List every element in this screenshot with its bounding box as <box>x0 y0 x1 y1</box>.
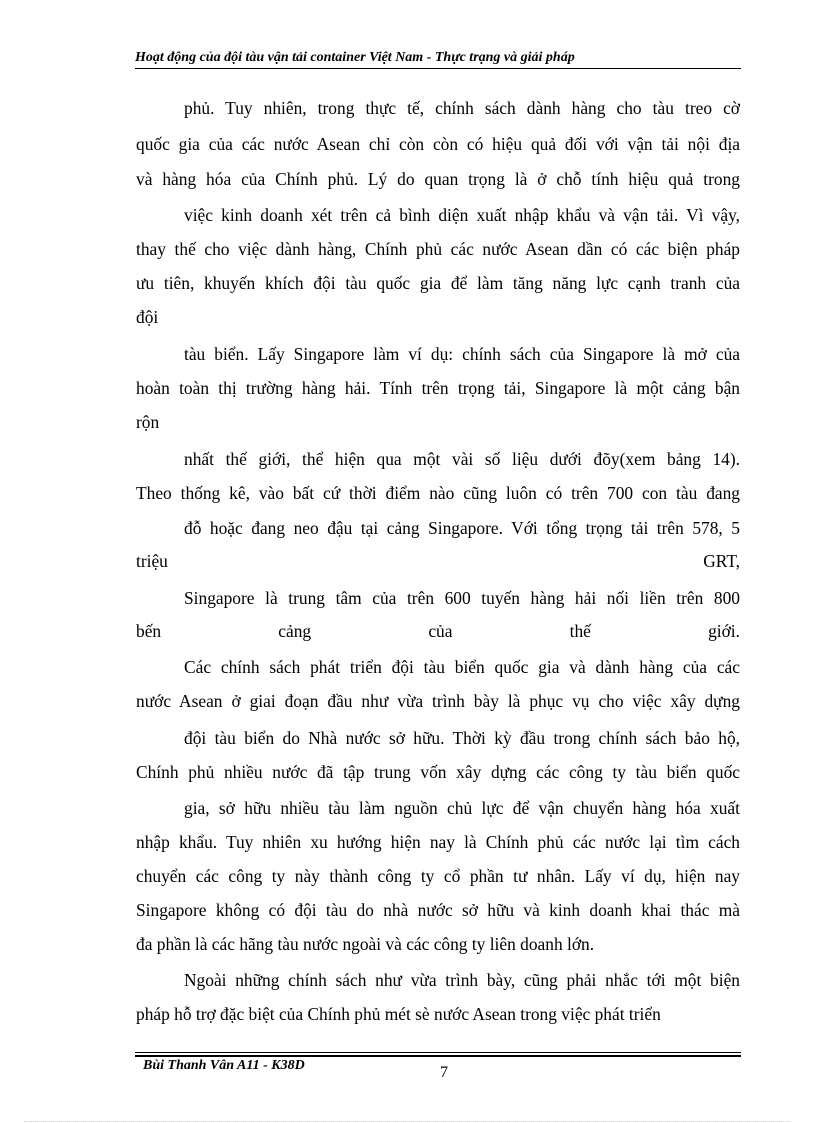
footer-divider <box>135 1055 741 1057</box>
text-line: Ngoài những chính sách như vừa trình bày, cũng phải nhắc tới một biện <box>184 970 740 990</box>
text-line: gia, sở hữu nhiều tàu làm nguồn chủ lực để vận chuyển hàng hóa xuất <box>184 798 740 818</box>
text-line: pháp hỗ trợ đặc biệt của Chính phủ mét sè nước Asean trong việc phát triển <box>136 1004 661 1024</box>
header-divider <box>135 68 741 69</box>
page-edge-dotted-line <box>24 1121 790 1122</box>
text-fragment: triệu <box>136 551 168 571</box>
text-line: đa phần là các hãng tàu nước ngoài và các công ty liên doanh lớn. <box>136 934 595 954</box>
text-line: bến cảng của thế giới. <box>136 621 740 641</box>
text-line: nhập khẩu. Tuy nhiên xu hướng hiện nay là Chính phủ các nước lại tìm cách <box>136 832 740 852</box>
text-line: Chính phủ nhiều nước đã tập trung vốn xây dựng các công ty tàu biển quốc <box>136 762 740 782</box>
text-line: hoàn toàn thị trường hàng hải. Tính trên trọng tải, Singapore là một cảng bận <box>136 378 740 398</box>
footer-author: Bùi Thanh Vân A11 - K38D <box>143 1058 305 1073</box>
text-line <box>136 551 740 572</box>
text-line: Singapore là trung tâm của trên 600 tuyến hàng hải nối liền trên 800 <box>184 588 740 608</box>
page-number: 7 <box>440 1064 448 1081</box>
text-line: đỗ hoặc đang neo đậu tại cảng Singapore. Với tổng trọng tải trên 578, 5 <box>184 518 740 538</box>
text-line: nước Asean ở giai đoạn đầu như vừa trình bày là phục vụ cho việc xây dựng <box>136 691 740 711</box>
running-header: Hoạt động của đội tàu vận tải container Việt Nam - Thực trạng và giải pháp <box>135 50 575 65</box>
text-line: Theo thống kê, vào bất cứ thời điểm nào cũng luôn có trên 700 con tàu đang <box>136 483 740 503</box>
text-line: và hàng hóa của Chính phủ. Lý do quan trọng là ở chỗ tính hiệu quả trong <box>136 169 740 189</box>
text-line: phủ. Tuy nhiên, trong thực tế, chính sách dành hàng cho tàu treo cờ <box>184 98 740 118</box>
text-line: việc kinh doanh xét trên cả bình diện xuất nhập khẩu và vận tải. Vì vậy, <box>184 205 740 225</box>
text-line: quốc gia của các nước Asean chỉ còn còn có hiệu quả đối với vận tải nội địa <box>136 134 740 154</box>
text-fragment: GRT, <box>703 551 740 571</box>
text-line: ưu tiên, khuyến khích đội tàu quốc gia để làm tăng năng lực cạnh tranh của <box>136 273 740 293</box>
text-line: nhất thế giới, thể hiện qua một vài số liệu dưới đõy(xem bảng 14). <box>184 449 740 469</box>
text-line: Các chính sách phát triển đội tàu biển quốc gia và dành hàng của các <box>184 657 740 677</box>
text-line: đội <box>136 307 159 327</box>
text-line: thay thế cho việc dành hàng, Chính phủ các nước Asean dần có các biện pháp <box>136 239 740 259</box>
text-line: Singapore không có đội tàu do nhà nước sở hữu và kinh doanh khai thác mà <box>136 900 740 920</box>
text-line: đội tàu biển do Nhà nước sở hữu. Thời kỳ đầu trong chính sách bảo hộ, <box>184 728 740 748</box>
footer-divider <box>135 1052 741 1053</box>
text-line: tàu biển. Lấy Singapore làm ví dụ: chính sách của Singapore là mở của <box>184 344 740 364</box>
text-line: rộn <box>136 412 160 432</box>
text-line: chuyển các công ty này thành công ty cổ phần tư nhân. Lấy ví dụ, hiện nay <box>136 866 740 886</box>
